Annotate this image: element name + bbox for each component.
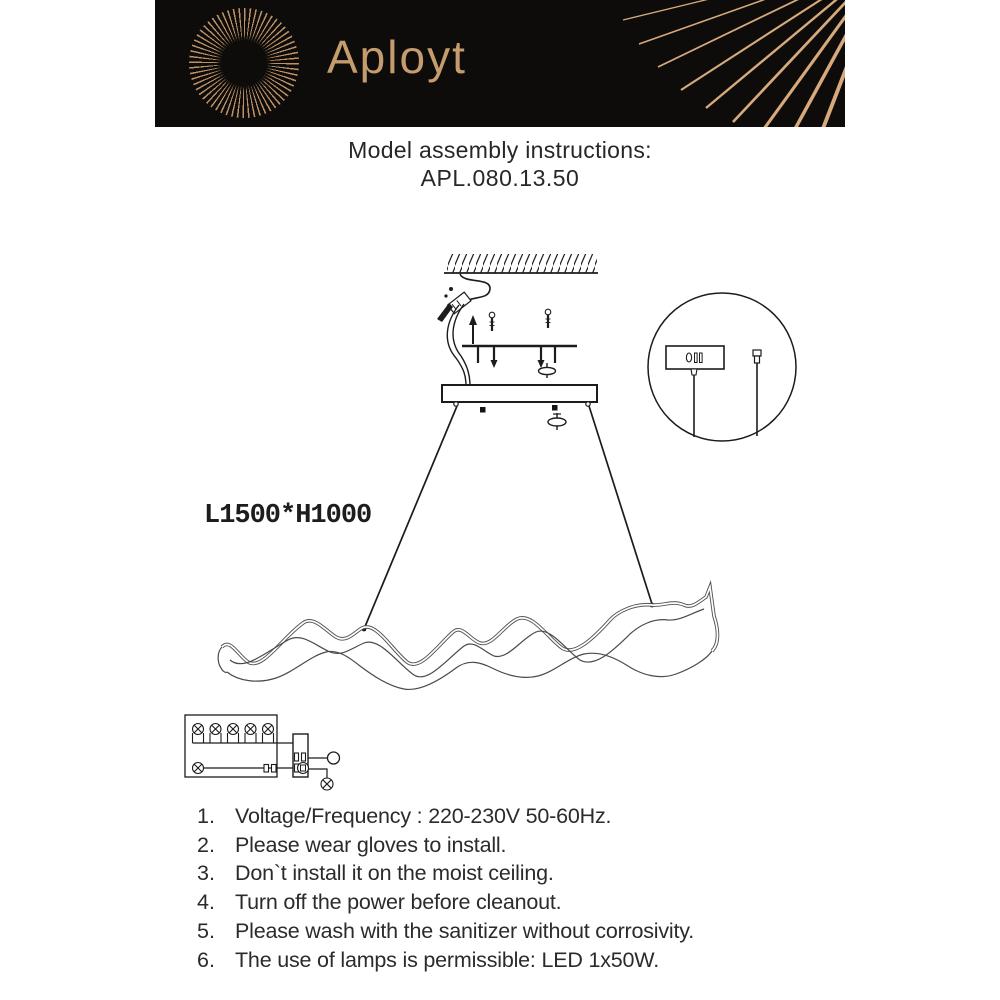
- instruction-text: Turn off the power before cleanout.: [235, 890, 562, 915]
- external-lamp-icon: [321, 778, 333, 790]
- assembly-heading: Model assembly instructions:: [348, 137, 652, 163]
- wing-nut-icon: [548, 413, 566, 430]
- mount-detail-inset: [648, 293, 796, 441]
- instruction-item: [197, 859, 817, 888]
- instruction-number: 1.: [197, 804, 215, 828]
- brand-name: Aployt: [327, 31, 467, 83]
- screw-icon: [489, 312, 495, 331]
- instruction-text: Please wash with the sanitizer without corrosivity.: [235, 918, 695, 943]
- instruction-text: Don`t install it on the moist ceiling.: [235, 861, 554, 886]
- canopy: [442, 385, 597, 430]
- suspension-cables: [362, 406, 655, 631]
- up-arrow-icon: [469, 315, 477, 344]
- lamp-symbols: [193, 724, 274, 744]
- instruction-text: The use of lamps is permissible: LED 1x50W.: [235, 947, 659, 972]
- instruction-text: Voltage/Frequency : 220-230V 50-60Hz.: [235, 804, 612, 828]
- instruction-number: 2.: [197, 832, 215, 857]
- ceiling: [444, 254, 598, 273]
- led-driver-icon: [293, 734, 309, 777]
- instructions-list: [197, 802, 817, 974]
- instruction-item: [197, 831, 817, 860]
- instruction-number: 5.: [197, 918, 215, 943]
- instruction-item: [197, 802, 817, 831]
- cable-gripper-icon: [753, 350, 761, 436]
- screw-icon: [545, 309, 551, 328]
- instruction-text: Please wear gloves to install.: [235, 832, 507, 857]
- model-number: APL.080.13.50: [420, 165, 580, 191]
- instruction-number: 4.: [197, 890, 215, 915]
- instruction-item: [197, 917, 817, 946]
- mounting-bracket: [462, 309, 577, 378]
- wiring-diagram: [185, 715, 340, 790]
- power-cord: [437, 274, 490, 386]
- instruction-number: 6.: [197, 947, 215, 972]
- connector-ring-icon: [328, 752, 340, 764]
- instruction-item: [197, 888, 817, 917]
- wave-shade: [218, 587, 717, 689]
- instruction-item: [197, 946, 817, 975]
- dimension-label: L1500*H1000: [204, 501, 372, 531]
- instruction-number: 3.: [197, 861, 215, 886]
